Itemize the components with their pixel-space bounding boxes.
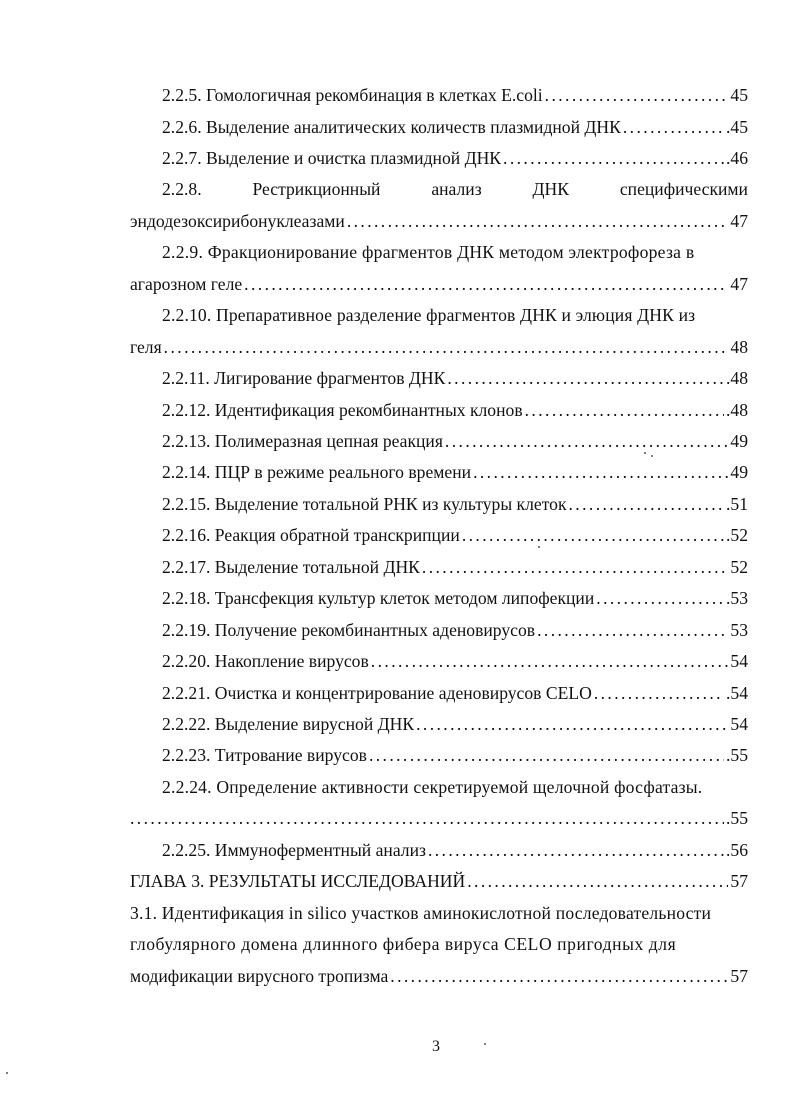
toc-entry-title: 2.2.6. Выделение аналитических количеств плазмидной ДНК [162,117,621,137]
toc-page-number: .48 [726,400,748,420]
toc-entry-word: анализ [431,179,482,199]
toc-entry [162,682,748,704]
toc-entry-title: агарозном геле [130,274,243,294]
scan-speck [644,452,646,454]
toc-entry [162,367,748,389]
toc-entry-title: глобулярного домена длинного фибера вируса CELO пригодных для [130,934,677,954]
toc-leader [467,870,728,892]
toc-leader [347,210,729,232]
toc-entry [162,713,748,735]
toc-entry-title: 3.1. Идентификация in silico участков аминокислотной последовательности [130,903,712,923]
toc-entry-title: 2.2.14. ПЦР в режиме реального времени [162,462,472,482]
toc-page-number: 49 [730,462,748,482]
toc-chapter-title: ГЛАВА 3. РЕЗУЛЬТАТЫ ИССЛЕДОВАНИЙ [130,871,466,891]
toc-page-number: 49 [730,431,748,451]
toc-entry-continuation [130,933,748,955]
toc-leader [428,839,724,861]
toc-page-number: .46 [726,148,748,168]
toc-entry [162,116,748,138]
toc-page-number: 52 [730,557,748,577]
toc-leader [371,650,729,672]
toc-page-number: .55 [726,745,748,765]
toc-entry-title: 2.2.21. Очистка и концентрирование аденовирусов CELO [162,683,592,703]
toc-entry [162,619,748,641]
toc-entry-word: специфическими [619,179,748,199]
toc-entry-first-line [162,178,748,200]
toc-entry [162,430,748,452]
toc-page-number: 54 [730,714,748,734]
toc-entry-title: 2.2.15. Выделение тотальной РНК из культуры клеток [162,494,567,514]
toc-leader [422,556,729,578]
toc-page-number: 45 [730,85,748,105]
toc-leader [462,524,724,546]
toc-entry-title: 2.2.18. Трансфекция культур клеток методом липофекции [162,588,595,608]
toc-entry-title: 2.2.12. Идентификация рекомбинантных клонов [162,400,523,420]
toc-entry-continuation [130,273,748,295]
toc-entry-first-line [162,304,748,326]
toc-page-number: 54 [730,651,748,671]
scan-speck [538,546,540,548]
toc-entry-continuation [130,210,748,232]
toc-entry [162,84,748,106]
toc-entry [162,650,748,672]
toc-page-number: .56 [726,840,748,860]
toc-entry-word: 2.2.8. [162,179,202,199]
toc-leader [537,619,728,641]
toc-entry-continuation [130,336,748,358]
toc-entry-word: Рестрикционный [252,179,381,199]
toc-entry-title: 2.2.16. Реакция обратной транскрипции [162,525,460,545]
toc-leader [445,430,728,452]
scan-speck [6,1072,8,1074]
toc-leader [130,807,724,829]
toc-leader [525,399,724,421]
toc-entry [162,524,748,546]
toc-leader [623,116,724,138]
scan-speck [651,455,653,457]
toc-page-number: .52 [726,525,748,545]
toc-leader [390,965,728,987]
toc-leader [473,461,728,483]
toc-entry-first-line [130,902,748,924]
toc-entry-title: эндодезоксирибонуклеазами [130,211,345,231]
toc-page-number: 57 [730,966,748,986]
toc-entry-title: 2.2.17. Выделение тотальной ДНК [162,557,420,577]
toc-entry-title: 2.2.22. Выделение вирусной ДНК [162,714,415,734]
toc-entry-continuation [130,965,748,987]
toc-entry [162,493,748,515]
toc-leader [545,84,729,106]
toc-entry-title: 2.2.9. Фракционирование фрагментов ДНК методом электрофореза в [162,242,695,262]
toc-entry [162,839,748,861]
toc-page-number: .45 [726,117,748,137]
toc-leader [596,587,724,609]
toc-leader [369,744,724,766]
toc-entry-title: 2.2.25. Иммуноферментный анализ [162,840,426,860]
toc-entry-title: 2.2.10. Препаративное разделение фрагментов ДНК и элюция ДНК из [162,305,696,325]
toc-entry-title: 2.2.20. Накопление вирусов [162,651,369,671]
toc-entry-title: модификации вирусного тропизма [130,966,389,986]
toc-chapter-entry [130,870,748,892]
toc-entry-title: 2.2.11. Лигирование фрагментов ДНК [162,368,446,388]
toc-page-number: .55 [726,808,748,828]
toc-leader [503,147,724,169]
toc-entry-first-line [162,241,748,263]
toc-leader [569,493,725,515]
toc-entry [162,147,748,169]
toc-entry [162,744,748,766]
toc-entry-title: 2.2.13. Полимеразная цепная реакция [162,431,443,451]
toc-leader [594,682,724,704]
toc-page-number: 47 [730,211,748,231]
toc-page-number: 57 [730,871,748,891]
toc-entry-title: 2.2.7. Выделение и очистка плазмидной ДНК [162,148,502,168]
toc-entry [162,399,748,421]
scan-speck [484,1043,486,1045]
toc-entry-title: 2.2.19. Получение рекомбинантных аденовирусов [162,620,536,640]
toc-entry [162,461,748,483]
toc-entry-continuation [130,807,748,829]
toc-entry [162,587,748,609]
toc-entry-title: 2.2.5. Гомологичная рекомбинация в клетках E.coli [162,85,543,105]
toc-page-number: .48 [726,368,748,388]
toc-entry-word: ДНК [532,179,569,199]
toc-leader [164,336,729,358]
toc-page-number: .51 [726,494,748,514]
toc-page-number: .53 [726,588,748,608]
page-number: 3 [432,1038,440,1055]
toc-page-number: 53 [730,620,748,640]
toc-page-number: 48 [730,337,748,357]
toc-entry [162,556,748,578]
toc-leader [447,367,724,389]
toc-entry-title: 2.2.23. Титрование вирусов [162,745,367,765]
toc-entry-title: геля [130,337,162,357]
toc-leader [416,713,728,735]
toc-entry-title: 2.2.24. Определение активности секретируемой щелочной фосфатазы. [162,777,703,797]
toc-leader [244,273,728,295]
toc-page-number: 47 [730,274,748,294]
toc-page-number: .54 [726,683,748,703]
toc-entry-first-line [162,776,748,798]
